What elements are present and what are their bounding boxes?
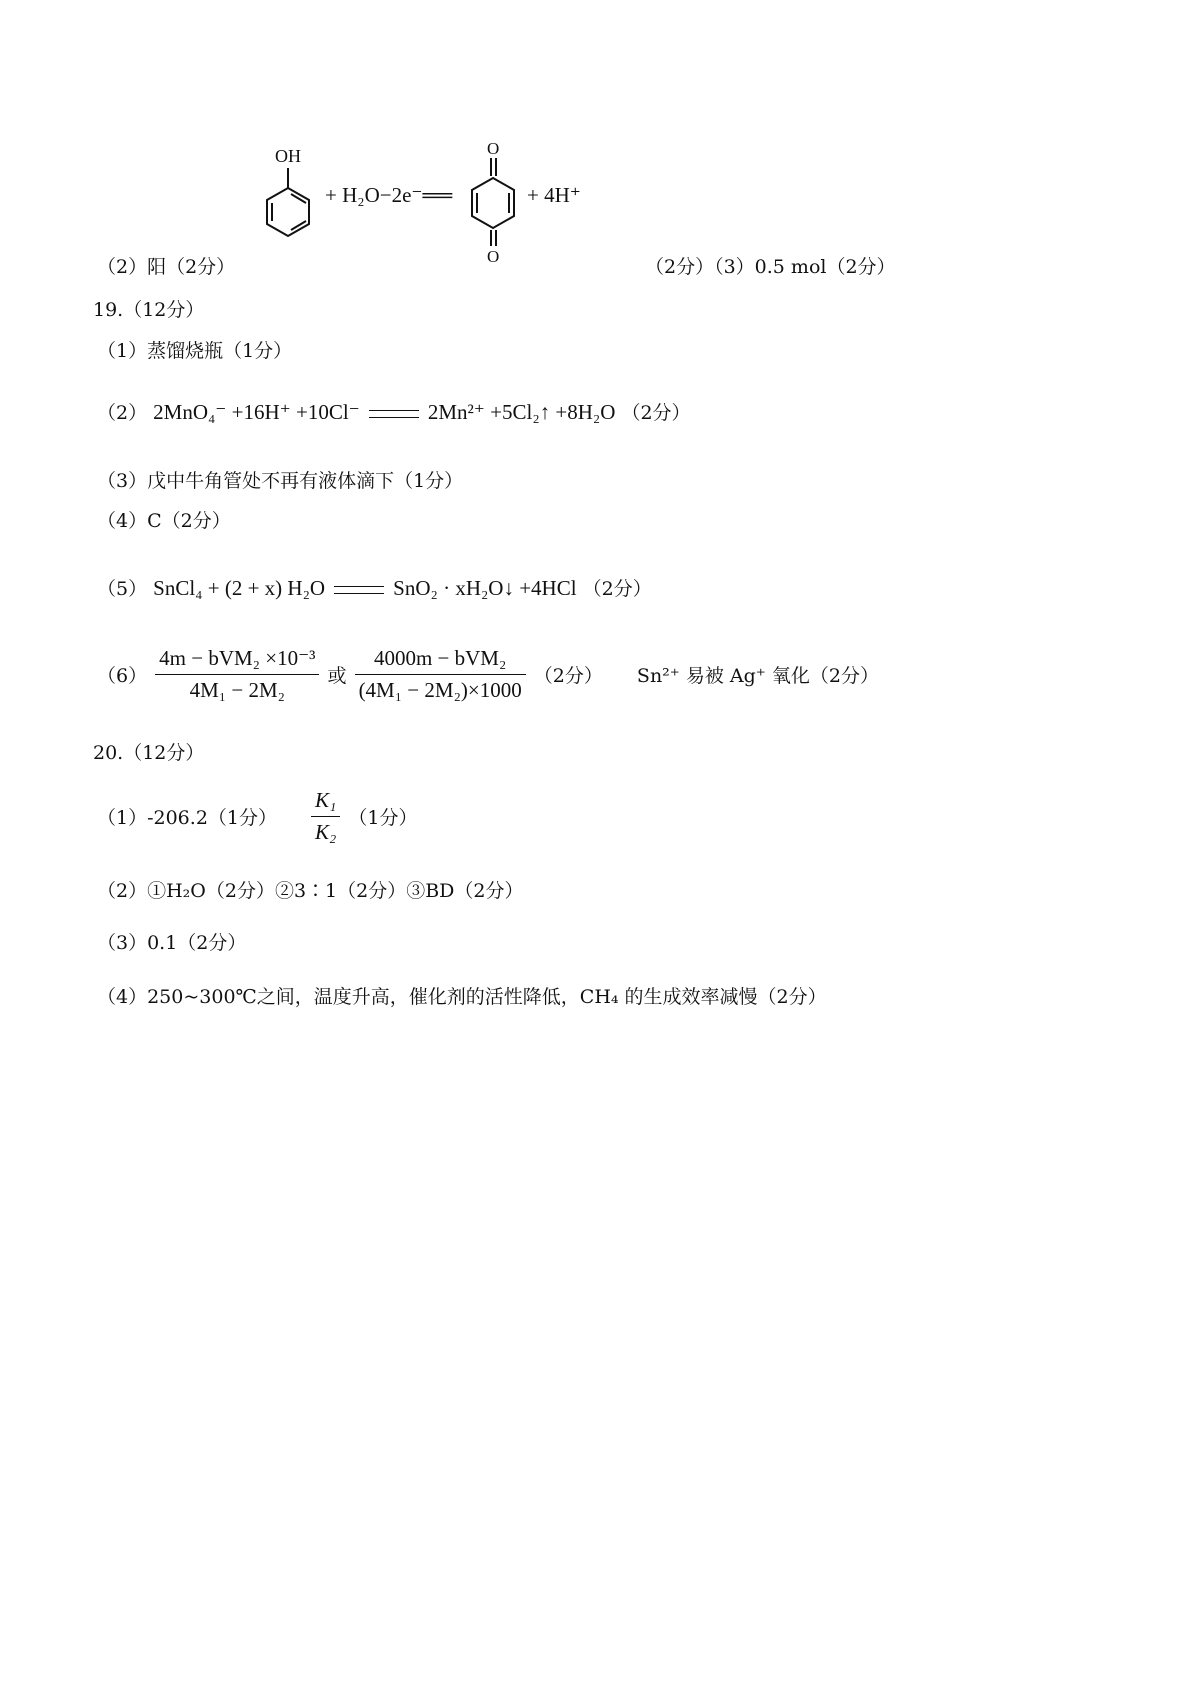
- q20-part2: （2）①H₂O（2分）②3∶1（2分）③BD（2分）: [97, 880, 524, 902]
- q19-part2: [97, 398, 691, 425]
- q20-part3: （3）0.1（2分）: [97, 932, 247, 954]
- q19-part6-label: （6）: [97, 665, 148, 687]
- q20-header: 20.（12分）: [93, 742, 205, 764]
- q19-part2-label: （2）: [97, 402, 148, 424]
- k-ratio-fraction: [311, 788, 340, 845]
- quinone-top-o: O: [487, 140, 500, 158]
- equation-middle-text: + H₂O−2e⁻══: [325, 183, 453, 207]
- fraction-2-numerator: 4000m − bVM₂: [355, 646, 526, 675]
- fraction-1-denominator: 4M₁ − 2M₂: [189, 678, 285, 702]
- equals-sign: [334, 586, 384, 594]
- q20-part1-label: （1）-206.2（1分）: [97, 807, 277, 829]
- q19-part5-score: （2分）: [582, 578, 652, 600]
- q19-part5: [97, 574, 652, 601]
- phenol-oh-label: OH: [275, 146, 301, 166]
- q19-part1: （1）蒸馏烧瓶（1分）: [97, 340, 293, 362]
- q19-part2-score: （2分）: [621, 402, 691, 424]
- k-ratio-numerator: K₁: [311, 788, 340, 817]
- equation-right-text: + 4H⁺: [527, 183, 581, 207]
- quinone-bottom-o: O: [487, 247, 500, 265]
- q19-part5-label: （5）: [97, 578, 148, 600]
- fraction-2: [355, 646, 526, 703]
- phenol-oxidation-equation: [255, 140, 615, 265]
- q18-part2-prefix: （2）阳（2分）: [97, 256, 236, 278]
- q18-part2-suffix: （2分）（3）0.5 mol（2分）: [645, 256, 896, 278]
- q20-part1: [97, 788, 418, 845]
- equals-sign: [369, 410, 419, 418]
- q19-part5-eq-right: SnO₂ · xH₂O↓ +4HCl: [393, 576, 577, 600]
- q19-part3: （3）戊中牛角管处不再有液体滴下（1分）: [97, 470, 464, 492]
- q20-part4: （4）250~300℃之间，温度升高，催化剂的活性降低，CH₄ 的生成效率减慢（2分）: [97, 986, 827, 1008]
- fraction-2-denominator: (4M₁ − 2M₂)×1000: [358, 678, 522, 702]
- fraction-1: [155, 646, 319, 703]
- q19-part2-eq-right: 2Mn²⁺ +5Cl₂↑ +8H₂O: [427, 400, 616, 424]
- q19-part6-score: （2分）: [533, 665, 603, 687]
- q19-part6: [97, 646, 879, 703]
- q20-part1-score: （1分）: [348, 807, 418, 829]
- fraction-1-numerator: 4m − bVM₂ ×10⁻³: [155, 646, 319, 675]
- q19-part4: （4）C（2分）: [97, 510, 231, 532]
- q19-part2-eq-left: 2MnO₄⁻ +16H⁺ +10Cl⁻: [153, 400, 360, 424]
- q19-part6-or: 或: [327, 665, 347, 687]
- q19-part5-eq-left: SnCl₄ + (2 + x) H₂O: [153, 576, 326, 600]
- q19-part6-reason: Sn²⁺ 易被 Ag⁺ 氧化（2分）: [636, 665, 879, 687]
- k-ratio-denominator: K₂: [315, 820, 337, 844]
- q19-header: 19.（12分）: [93, 299, 205, 321]
